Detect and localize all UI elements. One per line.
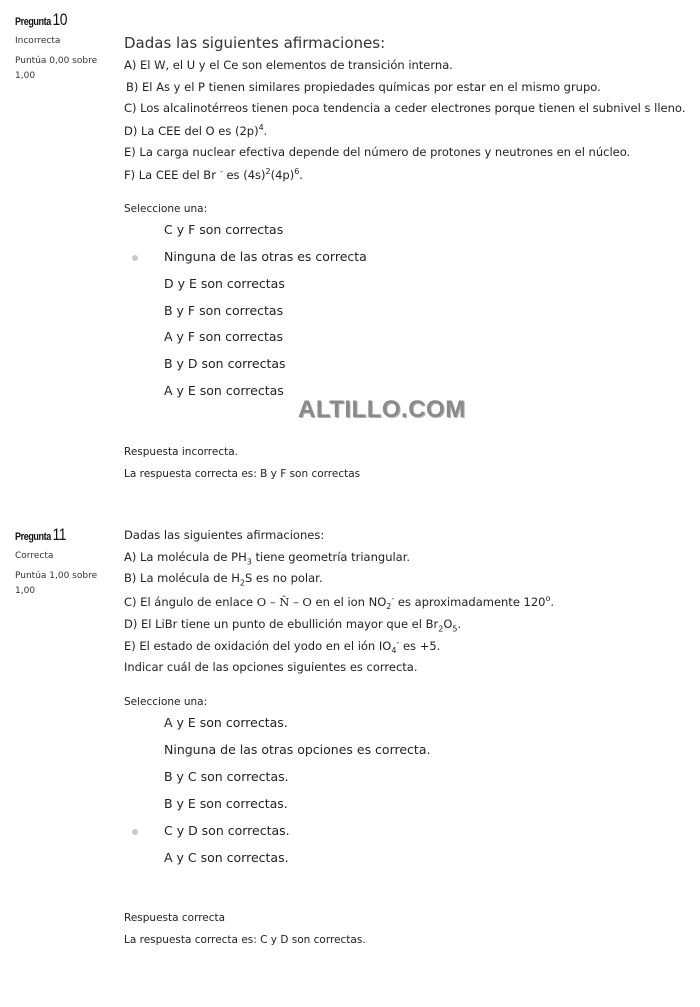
question-info-11 [15, 525, 110, 599]
option-label[interactable]: C y D son correctas. [164, 823, 290, 838]
option-label[interactable]: Ninguna de las otras es correcta [164, 249, 367, 264]
option-label[interactable]: B y F son correctas [164, 303, 284, 318]
option-row[interactable] [124, 356, 524, 376]
statement-b: B) La molécula de $H_2S$ es no polar. [124, 571, 323, 588]
option-label[interactable]: B y D son correctas [164, 356, 286, 371]
option-label[interactable]: C y F son correctas [164, 222, 284, 237]
statement-d: D) El LiBr tiene un punto de ebullición mayor que el $Br_2O_5$. [124, 617, 462, 634]
option-row[interactable] [124, 850, 524, 870]
question-intro: Dadas las siguientes afirmaciones: [124, 34, 386, 52]
statement-e: E) El estado de oxidación del yodo en el ión $IO_4^-$ es +5. [124, 638, 441, 656]
statement-d: D) La CEE del O es $(2p)^4$. [124, 123, 268, 138]
watermark-logo: ALTILLO.COM [298, 396, 466, 423]
feedback-text: Respuesta correcta [124, 912, 226, 924]
option-row[interactable] [124, 249, 524, 269]
question-state: Correcta [15, 551, 54, 561]
statement-c: C) El ángulo de enlace O – N̂ – O en el ion $NO_2^-$ es aproximadamente 120$^o$. [124, 594, 555, 612]
question-number: Pregunta10 [15, 10, 68, 29]
statement-a: A) El W, el U y el Ce son elementos de transición interna. [124, 58, 453, 72]
right-answer-text: La respuesta correcta es: C y D son correctas. [124, 934, 366, 946]
select-prompt: Seleccione una: [124, 696, 208, 708]
statement-f: F) La CEE del Br - es $(4s)^2(4p)^6$. [124, 167, 303, 182]
statement-b: B) El As y el P tienen similares propiedades químicas por estar en el mismo grupo. [126, 80, 601, 94]
question-grade: Puntúa 0,00 sobre 1,00 [15, 56, 98, 81]
select-prompt: Seleccione una: [124, 203, 208, 215]
feedback-text: Respuesta incorrecta. [124, 446, 239, 458]
option-row[interactable] [124, 276, 524, 296]
option-label[interactable]: B y C son correctas. [164, 769, 289, 784]
statement-closing: Indicar cuál de las opciones siguientes es correcta. [124, 660, 418, 674]
radio-selected-icon[interactable] [132, 255, 138, 261]
option-row[interactable] [124, 769, 524, 789]
option-row[interactable] [124, 742, 524, 762]
question-number: Pregunta11 [15, 525, 67, 544]
option-label[interactable]: B y E son correctas. [164, 796, 288, 811]
statement-a: A) La molécula de $PH_3$ tiene geometría triangular. [124, 550, 411, 567]
option-row[interactable] [124, 823, 524, 843]
radio-selected-icon[interactable] [132, 829, 138, 835]
question-state: Incorrecta [15, 36, 61, 46]
option-label[interactable]: Ninguna de las otras opciones es correcta. [164, 742, 431, 757]
option-row[interactable] [124, 796, 524, 816]
option-row[interactable] [124, 329, 524, 349]
question-grade: Puntúa 1,00 sobre 1,00 [15, 571, 98, 596]
option-row[interactable] [124, 715, 524, 735]
statement-e: E) La carga nuclear efectiva depende del número de protones y neutrones en el núcleo. [124, 145, 631, 159]
right-answer-text: La respuesta correcta es: B y F son correctas [124, 468, 361, 480]
option-label[interactable]: D y E son correctas [164, 276, 285, 291]
option-row[interactable] [124, 222, 524, 242]
option-label[interactable]: A y F son correctas [164, 329, 284, 344]
option-label[interactable]: A y E son correctas. [164, 715, 288, 730]
question-intro: Dadas las siguientes afirmaciones: [124, 528, 325, 542]
statement-c: C) Los alcalinotérreos tienen poca tendencia a ceder electrones porque tienen el subnivel s lleno. [124, 101, 686, 115]
question-info-10 [15, 10, 110, 84]
option-label[interactable]: A y E son correctas [164, 383, 284, 398]
option-label[interactable]: A y C son correctas. [164, 850, 289, 865]
option-row[interactable] [124, 303, 524, 323]
